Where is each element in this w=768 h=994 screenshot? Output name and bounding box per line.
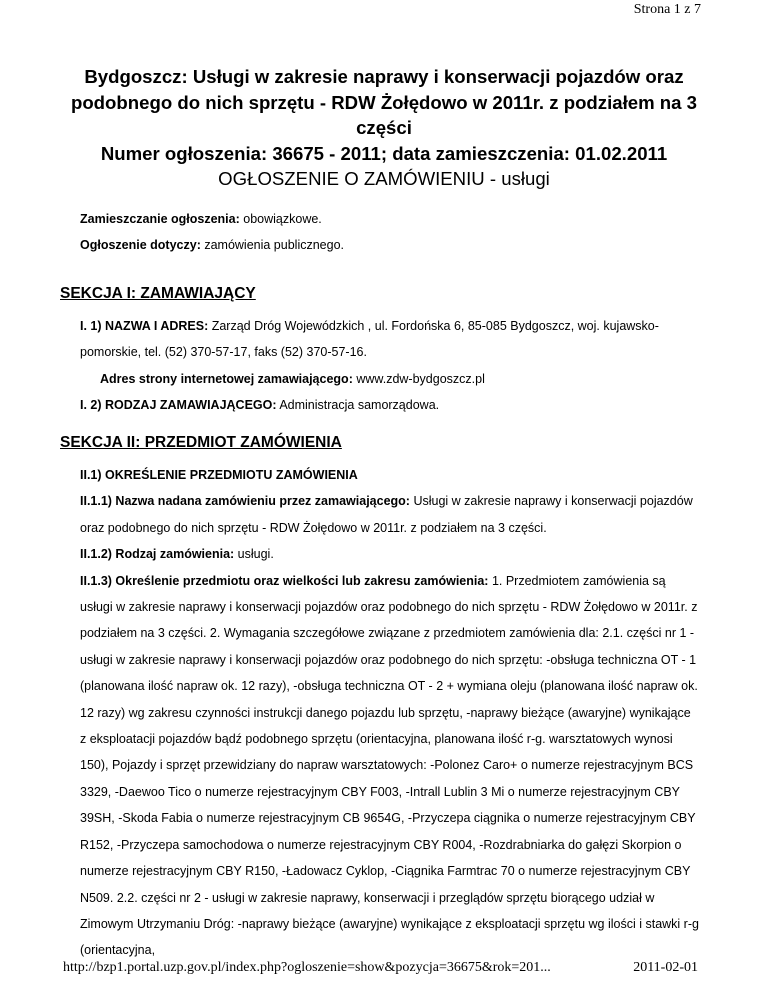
page-number: Strona 1 z 7 (633, 2, 701, 17)
contract-scope-value: 1. Przedmiotem zamówienia są usługi w zakresie naprawy i konserwacji pojazdów oraz podobnego do nich sprzętu - RDW Żołędowo w 2011r. z podziałem na 3 części. 2. Wymagania szczegółowe związane z przedmiotem zamówienia dla: 2.1. części nr 1 - usługi w zakresie naprawy i konserwacji pojazdów oraz podobnego do nich sprzętu: -obsługa techniczna OT - 1 (planowana ilość napraw ok. 12 razy), -obsługa techniczna OT - 2 + wymiana oleju (planowana ilość napraw ok. 12 razy) wg zakresu czynności instrukcji danego pojazdu lub sprzętu, -naprawy bieżące (awaryjne) wynikające z eksploatacji pojazdów bądź podobnego sprzętu (orientacyjna, planowana ilość r-g. warsztatowych wynosi 150), Pojazdy i sprzęt przewidziany do napraw warsztatowych: -Polonez Caro+ o numerze rejestracyjnym BCS 3329, -Daewoo Tico o numerze rejestracyjnym CBY F003, -Intrall Lublin 3 Mi o numerze rejestracyjnym CBY 39SH, -Skoda Fabia o numerze rejestracyjnym CB 9654G, -Przyczepa ciągnika o numerze rejestracyjnym CBY R152, -Przyczepa samochodowa o numerze rejestracyjnym CBY R004, -Rozdrabniarka do gałęzi Skorpion o numerze rejestracyjnym CBY R150, -Ładowacz Cyklop, -Ciągnika Farmtrac 70 o numerze rejestracyjnym CBY N509. 2.2. części nr 2 - usługi w zakresie naprawy, konserwacji i przeglądów sprzętu biorącego udział w Zimowym Utrzymaniu Dróg: -naprawy bieżące (awaryjne) wynikające z eksploatacji sprzętu wg ilości i stawki r-g (orientacyjna, (80, 573, 699, 958)
concerns-info (80, 238, 344, 252)
concerns-label: Ogłoszenie dotyczy: (80, 238, 201, 252)
name-address-label: I. 1) NAZWA I ADRES: (80, 319, 209, 333)
contracting-authority-name (80, 313, 700, 366)
contract-name-value: Usługi w zakresie naprawy i konserwacji pojazdów oraz podobnego do nich sprzętu - RDW Żołędowo w 2011r. z podziałem na 3 części. (80, 494, 693, 535)
concerns-value: zamówienia publicznego. (200, 238, 344, 252)
print-date: 2011-02-01 (633, 960, 698, 975)
posting-value: obowiązkowe. (239, 212, 322, 226)
section-1-heading: SEKCJA I: ZAMAWIAJĄCY (60, 285, 256, 302)
posting-label: Zamieszczanie ogłoszenia: (80, 212, 240, 226)
contract-name-label: II.1.1) Nazwa nadana zamówieniu przez zamawiającego: (80, 494, 410, 509)
notice-number: Numer ogłoszenia: 36675 - 2011; data zamieszczenia: 01.02.2011 (100, 142, 668, 164)
section-2-heading: SEKCJA II: PRZEDMIOT ZAMÓWIENIA (60, 434, 342, 451)
authority-type-row (80, 392, 700, 418)
name-address-value: Zarząd Dróg Wojewódzkich , ul. Fordońska 6, 85-085 Bydgoszcz, woj. kujawsko-pomorskie, tel. (52) 370-57-17, faks (52) 370-57-16. (80, 319, 659, 360)
contract-scope-row (80, 568, 700, 964)
authority-type-label: I. 2) RODZAJ ZAMAWIAJĄCEGO: (80, 398, 277, 413)
title-line-3: części (356, 117, 412, 138)
title-line-2: podobnego do nich sprzętu - RDW Żołędowo w 2011r. z podziałem na 3 (70, 91, 698, 113)
notice-title (60, 64, 708, 192)
contract-name-row (80, 488, 700, 541)
website-row (80, 366, 700, 392)
notice-subtitle: OGŁOSZENIE O ZAMÓWIENIU - usługi (218, 168, 550, 189)
website-label: Adres strony internetowej zamawiającego: (100, 371, 353, 386)
subject-heading: II.1) OKREŚLENIE PRZEDMIOTU ZAMÓWIENIA (80, 468, 358, 482)
authority-type-value: Administracja samorządowa. (276, 398, 440, 413)
contract-scope-label: II.1.3) Określenie przedmiotu oraz wielkości lub zakresu zamówienia: (80, 573, 489, 588)
posting-info (80, 212, 322, 226)
title-line-1: Bydgoszcz: Usługi w zakresie naprawy i konserwacji pojazdów oraz (84, 66, 684, 87)
section-1-body (80, 313, 700, 419)
contract-kind-label: II.1.2) Rodzaj zamówienia: (80, 547, 235, 562)
contract-kind-row (80, 541, 700, 567)
website-value: www.zdw-bydgoszcz.pl (352, 371, 485, 386)
contract-kind-value: usługi. (234, 547, 274, 562)
source-url: http://bzp1.portal.uzp.gov.pl/index.php?ogloszenie=show&pozycja=36675&rok=201... (63, 960, 551, 975)
section-2-body (80, 462, 700, 964)
